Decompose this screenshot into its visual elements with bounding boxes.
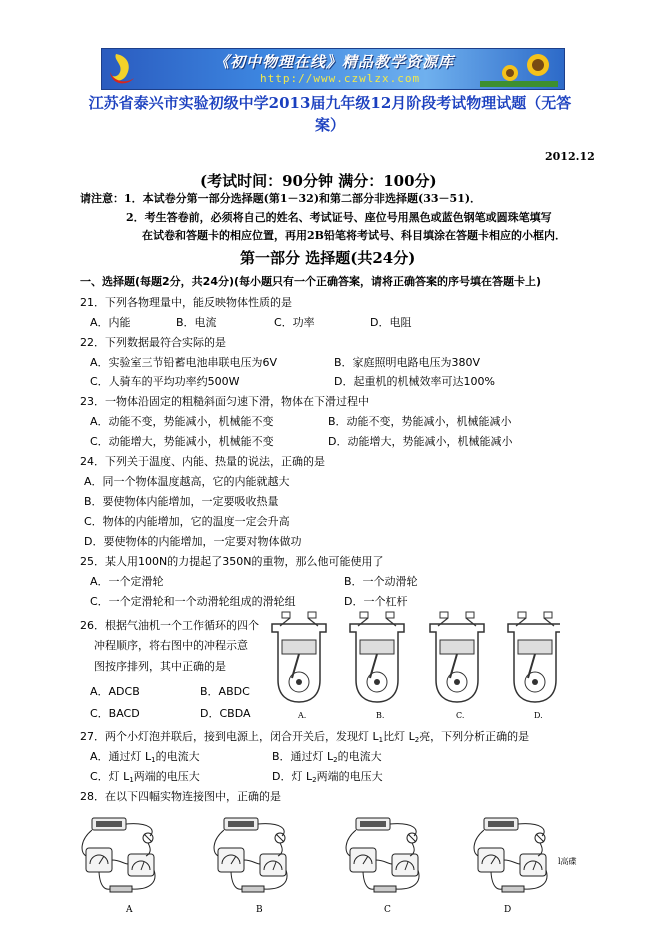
- q27-stem: 27．两个小灯泡并联后，接到电源上，闭合开关后，发现灯 $L_1$比灯 $L_2$亮，下列分析正确的是: [80, 730, 530, 744]
- q21-option-a: A．内能: [90, 316, 131, 329]
- q27-option-d: D．灯 $L_2$两端的电压大: [272, 770, 383, 784]
- banner-url[interactable]: http://www.czwlzx.com: [260, 72, 421, 85]
- q25-option-d: D．一个杠杆: [344, 595, 408, 608]
- q24-option-d: D．要使物体的内能增加，一定要对物体做功: [84, 535, 302, 548]
- circuit-figure-b: [214, 818, 287, 892]
- q21-option-d: D．电阻: [370, 316, 412, 329]
- engine-figure-c: [430, 612, 484, 702]
- section-heading: 一、选择题(每题2分，共24分)(每小题只有一个正确答案，请将正确答案的序号填在答题卡上): [80, 275, 542, 288]
- circuit-figure-a: [82, 818, 155, 892]
- part-title: 第一部分 选择题(共24分): [240, 249, 416, 267]
- q27-option-a: A．通过灯 $L_1$的电流大: [90, 750, 200, 764]
- note-1: 请注意：1．本试卷分第一部分选择题(第1－32)和第二部分非选择题(33－51)．: [80, 192, 482, 205]
- q23-option-a: A．动能不变，势能减小，机械能不变: [90, 415, 274, 428]
- engine-label-c: C.: [456, 711, 465, 720]
- site-logo-icon: [106, 52, 138, 86]
- q22-option-a: A．实验室三节铅蓄电池串联电压为6V: [90, 356, 278, 369]
- q26-stem-line3: 图按序排列，其中正确的是: [94, 660, 226, 673]
- q28-stem: 28．在以下四幅实物连接图中，正确的是: [80, 790, 281, 803]
- engine-figure-b: [350, 612, 404, 702]
- q24-option-a: A．同一个物体温度越高，它的内能就越大: [84, 475, 290, 488]
- q25-option-b: B．一个动滑轮: [344, 575, 418, 588]
- engine-label-b: B.: [376, 711, 385, 720]
- banner-title: 《初中物理在线》精品教学资源库: [214, 53, 455, 71]
- circuit-label-b: B: [256, 905, 263, 915]
- q25-option-c: C．一个定滑轮和一个动滑轮组成的滑轮组: [90, 595, 296, 608]
- circuit-label-a: A: [126, 905, 133, 915]
- q21-option-b: B．电流: [176, 316, 217, 329]
- circuit-label-d: D: [504, 905, 512, 915]
- q25-option-a: A．一个定滑轮: [90, 575, 164, 588]
- q22-option-b: B．家庭照明电路电压为380V: [334, 356, 481, 369]
- q27-option-c: C．灯 $L_1$两端的电压大: [90, 770, 200, 784]
- engine-stroke-figures: [268, 610, 560, 722]
- circuit-figure-d: [474, 818, 547, 892]
- q22-option-c: C．人骑车的平均功率约500W: [90, 375, 240, 388]
- q24-stem: 24．下列关于温度、内能、热量的说法，正确的是: [80, 455, 325, 468]
- q26-option-d: D．CBDA: [200, 707, 251, 720]
- note-3: 在试卷和答题卡的相应位置，再用2B铅笔将考试号、科目填涂在答题卡相应的小框内．: [142, 229, 566, 242]
- q26-stem-line2: 冲程顺序，将右图中的冲程示意: [94, 639, 248, 652]
- circuit-figures: [80, 808, 580, 928]
- exam-time: (考试时间：90分钟 满分：100分): [200, 172, 437, 190]
- q24-option-c: C．物体的内能增加，它的温度一定会升高: [84, 515, 290, 528]
- q26-option-a: A．ADCB: [90, 685, 140, 698]
- q21-option-c: C．功率: [274, 316, 315, 329]
- engine-figure-d: [508, 612, 560, 702]
- q23-option-c: C．动能增大，势能减小，机械能不变: [90, 435, 274, 448]
- q22-stem: 22．下列数据最符合实际的是: [80, 336, 226, 349]
- q22-option-d: D．起重机的机械效率可达100%: [334, 375, 495, 388]
- circuit-label-c: C: [384, 905, 391, 915]
- note-2: 2．考生答卷前，必须将自己的姓名、考试证号、座位号用黑色或蓝色钢笔或圆珠笔填写: [126, 211, 552, 224]
- engine-label-d: D.: [534, 711, 543, 720]
- engine-figure-a: [272, 612, 326, 702]
- q21-stem: 21．下列各物理量中，能反映物体性质的是: [80, 296, 292, 309]
- q26-stem-line1: 26．根据气油机一个工作循环的四个: [80, 619, 259, 632]
- q24-option-b: B．要使物体内能增加，一定要吸收热量: [84, 495, 279, 508]
- page-title: 江苏省泰兴市实验初级中学2013届九年级12月阶段考试物理试题（无答案）: [88, 94, 572, 134]
- q23-option-d: D．动能增大，势能减小，机械能减小: [328, 435, 513, 448]
- exam-date: 2012.12: [545, 150, 595, 163]
- q23-stem: 23．一物体沿固定的粗糙斜面匀速下滑，物体在下滑过程中: [80, 395, 369, 408]
- q25-stem: 25．某人用100N的力提起了350N的重物，那么他可能使用了: [80, 555, 384, 568]
- q23-option-b: B．动能不变，势能减小，机械能减小: [328, 415, 512, 428]
- sunflower-icon: [480, 51, 558, 87]
- header-banner: [101, 48, 565, 90]
- circuit-figure-c: [346, 818, 419, 892]
- engine-label-a: A.: [298, 711, 307, 720]
- circuit-extra-label: l高碟: [558, 857, 577, 866]
- q27-option-b: B．通过灯 $L_2$的电流大: [272, 750, 382, 764]
- q26-option-b: B．ABDC: [200, 685, 250, 698]
- q26-option-c: C．BACD: [90, 707, 140, 720]
